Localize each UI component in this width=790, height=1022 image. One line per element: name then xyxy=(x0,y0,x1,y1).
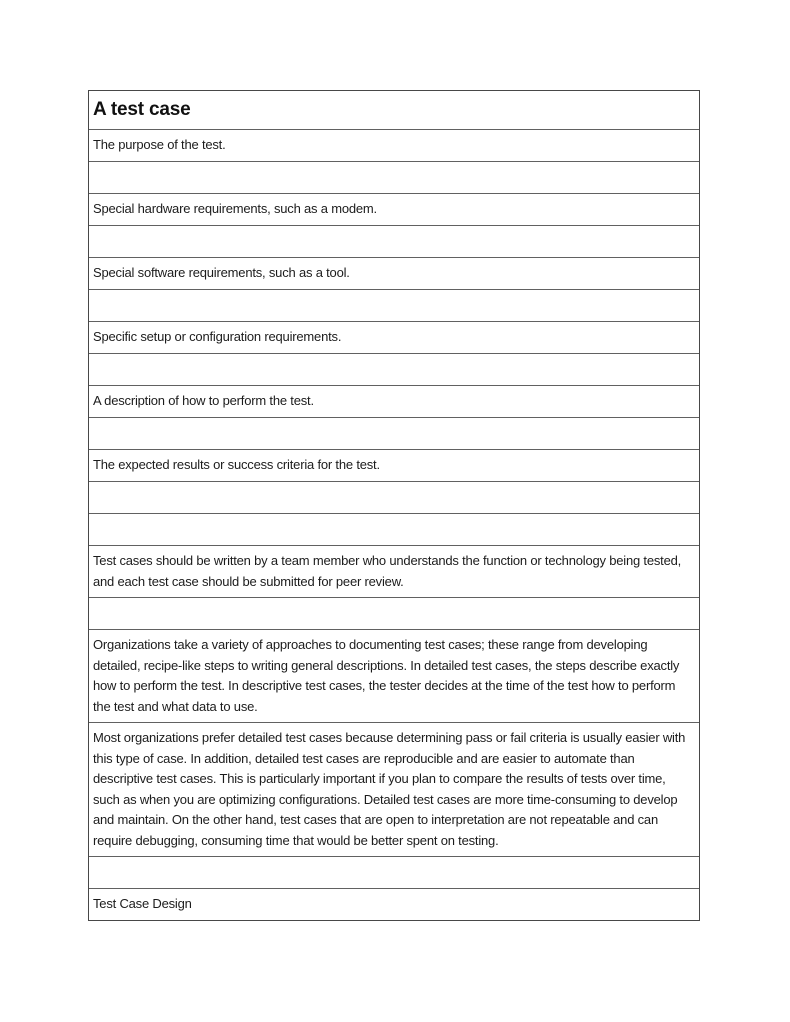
table-row: Special software requirements, such as a tool. xyxy=(89,257,699,289)
table-row: Test Case Design xyxy=(89,888,699,920)
table-row xyxy=(89,161,699,193)
table-row xyxy=(89,856,699,888)
table-row xyxy=(89,597,699,629)
table-row: Most organizations prefer detailed test cases because determining pass or fail criteria is usually easier with this type of case. In addition, detailed test cases are reproducible and are easier to automate than descriptive test cases. This is particularly important if you plan to compare the results of tests over time, such as when you are optimizing configurations. Detailed test cases are more time-consuming to develop and maintain. On the other hand, test cases that are open to interpretation are not repeatable and can require debugging, consuming time that would be better spent on testing. xyxy=(89,722,699,856)
table-title: A test case xyxy=(93,99,191,120)
table-row xyxy=(89,225,699,257)
table-row xyxy=(89,481,699,513)
table-row: A description of how to perform the test. xyxy=(89,385,699,417)
test-case-table xyxy=(88,90,700,921)
table-row xyxy=(89,289,699,321)
table-row: Special hardware requirements, such as a modem. xyxy=(89,193,699,225)
table-row: The purpose of the test. xyxy=(89,129,699,161)
table-row xyxy=(89,353,699,385)
table-row: The expected results or success criteria for the test. xyxy=(89,449,699,481)
table-row xyxy=(89,417,699,449)
table-rows xyxy=(89,129,699,920)
table-row xyxy=(89,513,699,545)
table-row: Organizations take a variety of approaches to documenting test cases; these range from developing detailed, recipe-like steps to writing general descriptions. In detailed test cases, the steps describe exactly how to perform the test. In descriptive test cases, the tester decides at the time of the test how to perform the test and what data to use. xyxy=(89,629,699,722)
table-row: Specific setup or configuration requirements. xyxy=(89,321,699,353)
table-row: Test cases should be written by a team member who understands the function or technology being tested, and each test case should be submitted for peer review. xyxy=(89,545,699,597)
